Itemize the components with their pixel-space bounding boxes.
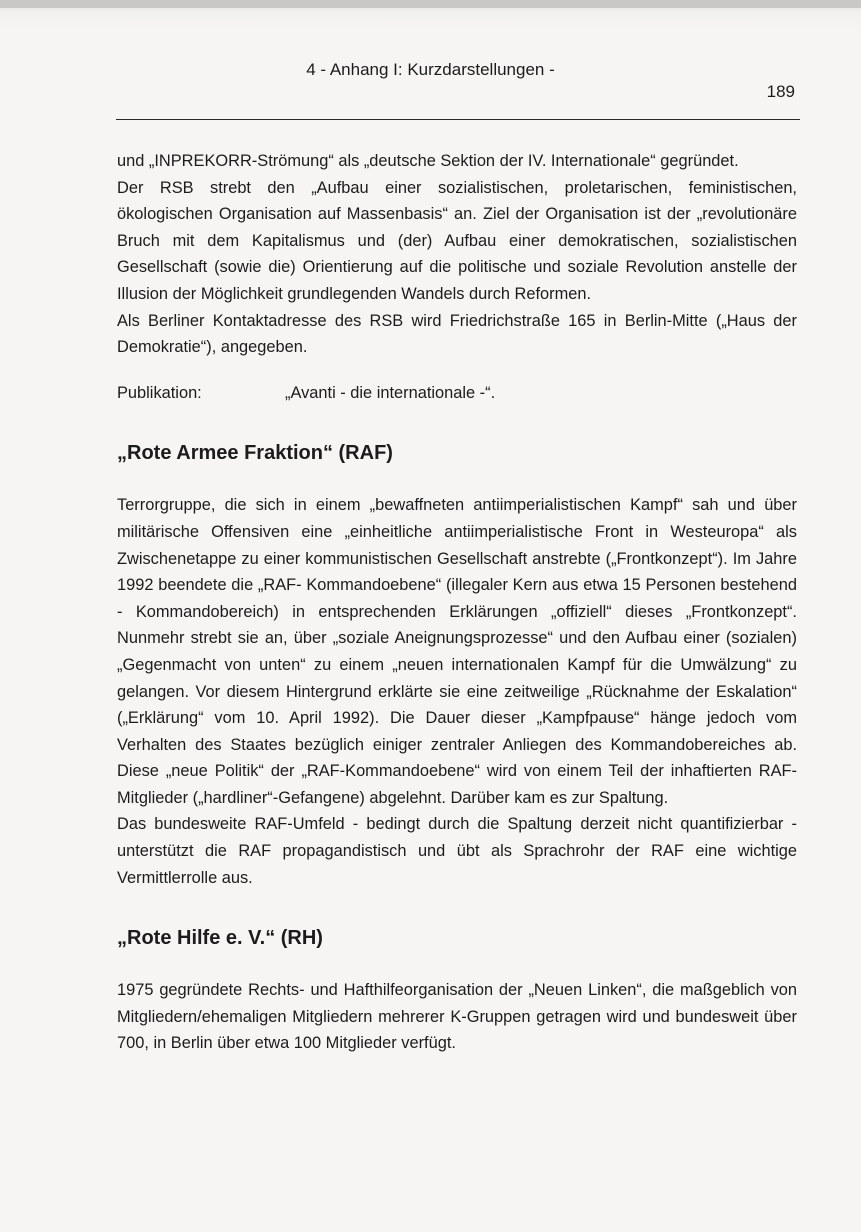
paragraph: Terrorgruppe, die sich in einem „bewaffneten antiimperialistischen Kampf“ sah und über militärische Offensiven eine „einheitliche antiimperialistische Front in Westeuropa“ als Zwischenetappe zu einer kommunistischen Gesellschaft anstrebte („Frontkonzept“). Im Jahre 1992 beendete die „RAF- Kommandoebene“ (illegaler Kern aus etwa 15 Personen bestehend - Kommandobereich) in entsprechenden Erklärungen „offiziell“ dieses „Frontkonzept“. Nunmehr strebt sie an, über „soziale Aneignungsprozesse“ und den Aufbau einer (sozialen) „Gegenmacht von unten“ zu einem „neuen internationalen Kampf für die Umwälzung“ zu gelangen. Vor diesem Hintergrund erklärte sie eine zeitweilige „Rücknahme der Eskalation“ („Erklärung“ vom 10. April 1992). Die Dauer dieser „Kampfpause“ hänge jedoch vom Verhalten des Staates bezüglich einiger zentraler Anliegen des Kommandobereiches ab. Diese „neue Politik“ der „RAF-Kommandoebene“ wird von einem Teil der inhaftierten RAF-Mitglieder („hardliner“-Gefangene) abgelehnt. Darüber kam es zur Spaltung. [117,496,797,807]
paragraph: Das bundesweite RAF-Umfeld - bedingt durch die Spaltung derzeit nicht quantifizierbar - unterstützt die RAF propagandistisch und übt als Sprachrohr der RAF eine wichtige Vermittlerrolle aus. [117,815,797,887]
page-body [117,148,797,1057]
section-rsb-continued [117,148,797,406]
section-rh [117,925,797,1057]
publication-label: Publikation: [117,383,202,402]
paragraph: 1975 gegründete Rechts- und Hafthilfeorganisation der „Neuen Linken“, die maßgeblich von Mitgliedern/ehemaligen Mitgliedern mehrerer K-Gruppen getragen wird und bundesweit über 700, in Berlin über etwa 100 Mitglieder verfügt. [117,981,797,1053]
paragraph: und „INPREKORR-Strömung“ als „deutsche Sektion der IV. Internationale“ gegründet. [117,152,739,170]
section-raf [117,440,797,891]
paragraph: Als Berliner Kontaktadresse des RSB wird Friedrichstraße 165 in Berlin-Mitte („Haus der Demokratie“), angegeben. [117,311,797,357]
scan-top-edge [0,0,861,8]
header-rule [116,119,800,120]
section-heading-rh: „Rote Hilfe e. V.“ (RH) [117,927,323,950]
publication-row [117,380,797,407]
section-heading-raf: „Rote Armee Fraktion“ (RAF) [117,442,393,465]
paragraph: Der RSB strebt den „Aufbau einer sozialistischen, proletarischen, feministischen, ökologischen Organisation auf Massenbasis“ an. Ziel der Organisation ist der „revolutionäre Bruch mit dem Kapitalismus und (der) Aufbau einer demokratischen, sozialistischen Gesellschaft (sowie die) Orientierung auf die politische und soziale Revolution anstelle der Illusion der Möglichkeit grundlegenden Wandels durch Reformen. [117,178,797,303]
running-header: 4 - Anhang I: Kurzdarstellungen - [306,60,555,79]
publication-value: „Avanti - die internationale -“. [285,383,496,402]
page-number: 189 [766,82,795,101]
